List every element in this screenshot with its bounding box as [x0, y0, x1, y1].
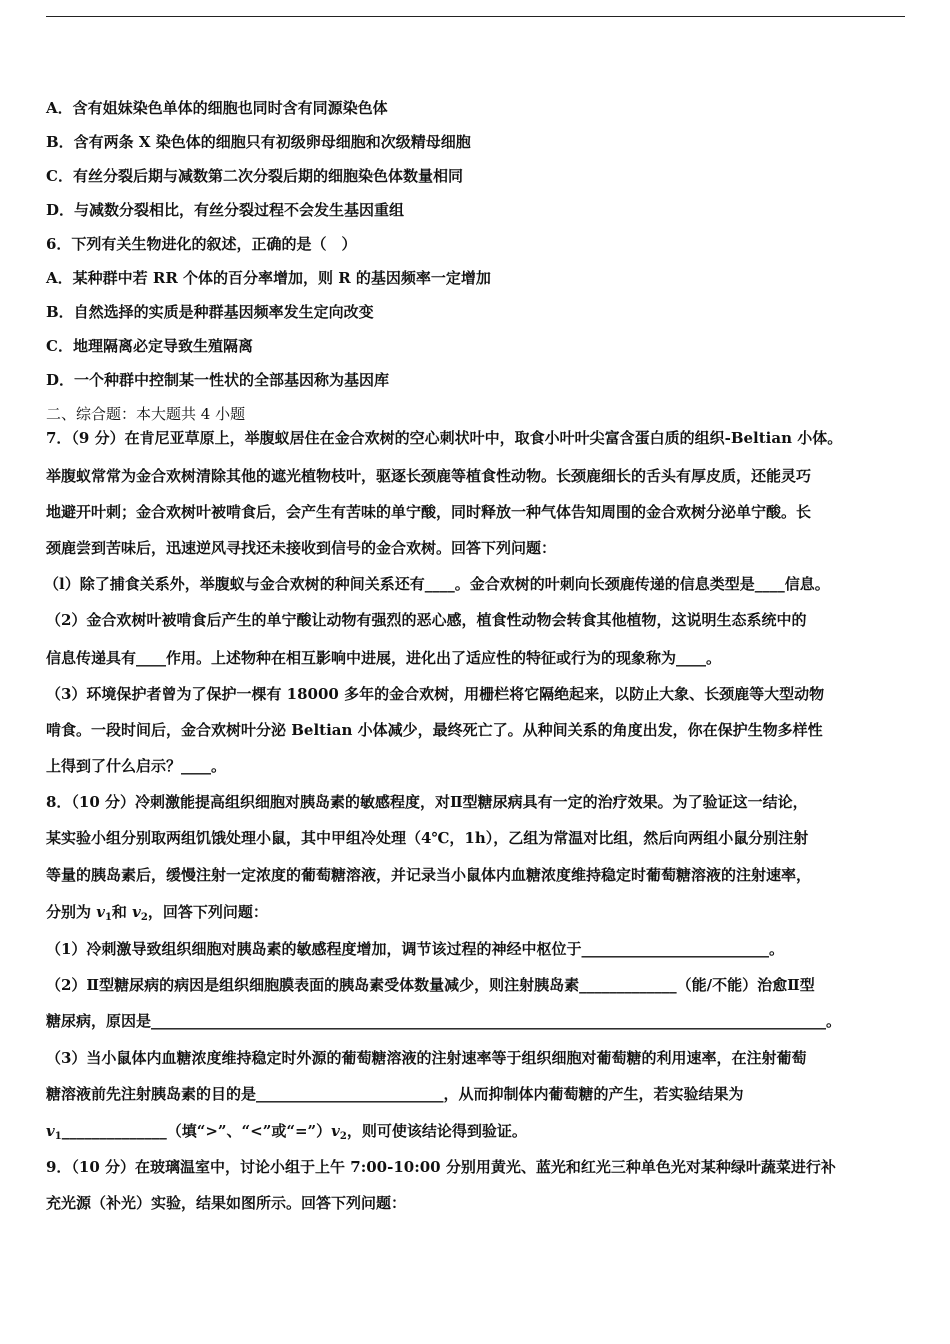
question-8-part-3-line-3 [46, 1120, 527, 1148]
question-7-part-2-line-2: 信息传递具有____作用。上述物种在相互影响中进展，进化出了适应性的特征或行为的现象称为____。 [46, 649, 722, 667]
question-8-part-2-line-2 [46, 1010, 841, 1032]
option-d-q6: D．一个种群中控制某一性状的全部基因称为基因库 [46, 371, 390, 389]
option-a-q5: A．含有姐妹染色单体的细胞也同时含有同源染色体 [46, 99, 388, 117]
question-7-part-3-line-1: （3）环境保护者曾为了保护一棵有 18000 多年的金合欢树，用栅栏将它隔绝起来，以防止大象、长颈鹿等大型动物 [46, 685, 825, 703]
v2-symbol: v [132, 903, 141, 921]
q8-1-blank: _________________________ [581, 940, 769, 958]
question-8-line-3: 等量的胰岛素后，缓慢注射一定浓度的葡萄糖溶液，并记录当小鼠体内血糖浓度维持稳定时葡萄糖溶液的注射速率， [46, 866, 812, 884]
question-8-part-2-line-1 [46, 974, 815, 996]
question-7-part-3-line-3: 上得到了什么启示？____。 [46, 757, 227, 775]
option-b-q5: B．含有两条 X 染色体的细胞只有初级卵母细胞和次级精母细胞 [46, 133, 471, 151]
q8-2b-blank: __________________________________________________________________________________________ [151, 1012, 827, 1030]
question-8-line-2: 某实验小组分别取两组饥饿处理小鼠，其中甲组冷处理（4℃，1h），乙组为常温对比组，然后向两组小鼠分别注射 [46, 829, 809, 847]
q8-3c-end: ，则可使该结论得到验证。 [346, 1122, 527, 1140]
q8-2a-text: （2）Ⅱ型糖尿病的病因是组织细胞膜表面的胰岛素受体数量减少，则注射胰岛素 [46, 976, 580, 994]
v1-symbol: v [46, 1122, 55, 1140]
q8-2b-end: 。 [826, 1012, 842, 1030]
q8-3c-mid: （填“>”、“<”或“=”） [166, 1122, 332, 1140]
section-heading: 二、综合题：本大题共 4 小题 [46, 405, 246, 423]
question-7-part-1: （l）除了捕食关系外，举腹蚁与金合欢树的种间关系还有____。金合欢树的叶刺向长颈鹿传递的信息类型是____信息。 [44, 575, 830, 593]
question-8-part-3-line-2 [46, 1083, 744, 1105]
q8-3c-blank: ______________ [61, 1122, 167, 1140]
v2-subscript: 2 [339, 1131, 347, 1142]
q8-2a-blank: _____________ [579, 976, 677, 994]
option-c-q6: C．地理隔离必定导致生殖隔离 [46, 337, 253, 355]
option-b-q6: B．自然选择的实质是种群基因频率发生定向改变 [46, 303, 374, 321]
q8-2a-end: （能/不能）治愈Ⅱ型 [676, 976, 815, 994]
v2-symbol: v [331, 1122, 340, 1140]
question-7-part-3-line-2: 啃食。一段时间后，金合欢树叶分泌 Beltian 小体减少，最终死亡了。从种间关系的角度出发，你在保护生物多样性 [46, 721, 823, 739]
question-7-part-2-line-1: （2）金合欢树叶被啃食后产生的单宁酸让动物有强烈的恶心感，植食性动物会转食其他植物，这说明生态系统中的 [46, 611, 807, 629]
question-9-line-1: 9．（10 分）在玻璃温室中，讨论小组于上午 7:00-10:00 分别用黄光、蓝光和红光三种单色光对某种绿叶蔬菜进行补 [46, 1158, 836, 1176]
q8-1-text: （1）冷刺激导致组织细胞对胰岛素的敏感程度增加，调节该过程的神经中枢位于 [46, 940, 582, 958]
q8-line4-post: ，回答下列问题： [147, 903, 268, 921]
v1-subscript: 1 [54, 1131, 62, 1142]
q8-3b-end: ，从而抑制体内葡萄糖的产生，若实验结果为 [443, 1085, 744, 1103]
question-7-line-3: 地避开叶刺；金合欢树叶被啃食后，会产生有苦味的单宁酸，同时释放一种气体告知周围的金合欢树分泌单宁酸。长 [46, 503, 812, 521]
question-7-line-2: 举腹蚁常常为金合欢树清除其他的遮光植物枝叶，驱逐长颈鹿等植食性动物。长颈鹿细长的舌头有厚皮质，还能灵巧 [46, 467, 812, 485]
q8-3b-blank: _________________________ [256, 1085, 444, 1103]
option-a-q6: A．某种群中若 RR 个体的百分率增加，则 R 的基因频率一定增加 [46, 269, 491, 287]
question-6-stem: 6．下列有关生物进化的叙述，正确的是（ ） [46, 235, 357, 253]
question-7-line-1: 7．（9 分）在肯尼亚草原上，举腹蚁居住在金合欢树的空心刺状叶中，取食小叶叶尖富含蛋白质的组织-Beltian 小体。 [46, 429, 843, 447]
question-8-line-1: 8．（10 分）冷刺激能提高组织细胞对胰岛素的敏感程度，对Ⅱ型糖尿病具有一定的治疗效果。为了验证这一结论， [46, 793, 808, 811]
q8-3b-text: 糖溶液前先注射胰岛素的目的是 [46, 1085, 257, 1103]
q8-1-end: 。 [768, 940, 784, 958]
q8-2b-text: 糖尿病，原因是 [46, 1012, 152, 1030]
question-8-part-1 [46, 938, 784, 960]
question-7-line-4: 颈鹿尝到苦味后，迅速逆风寻找还未接收到信号的金合欢树。回答下列问题： [46, 539, 557, 557]
option-d-q5: D．与减数分裂相比，有丝分裂过程不会发生基因重组 [46, 201, 405, 219]
q8-line4-pre: 分别为 [46, 903, 97, 921]
question-9-line-2: 充光源（补光）实验，结果如图所示。回答下列问题： [46, 1194, 407, 1212]
question-8-part-3-line-1: （3）当小鼠体内血糖浓度维持稳定时外源的葡萄糖溶液的注射速率等于组织细胞对葡萄糖的利用速率，在注射葡萄 [46, 1049, 807, 1067]
v1-subscript: 1 [104, 912, 112, 923]
question-8-line-4 [46, 901, 268, 929]
header-rule [46, 16, 905, 17]
q8-line4-mid: 和 [111, 903, 133, 921]
option-c-q5: C．有丝分裂后期与减数第二次分裂后期的细胞染色体数量相同 [46, 167, 463, 185]
v1-symbol: v [96, 903, 105, 921]
v2-subscript: 2 [140, 912, 148, 923]
